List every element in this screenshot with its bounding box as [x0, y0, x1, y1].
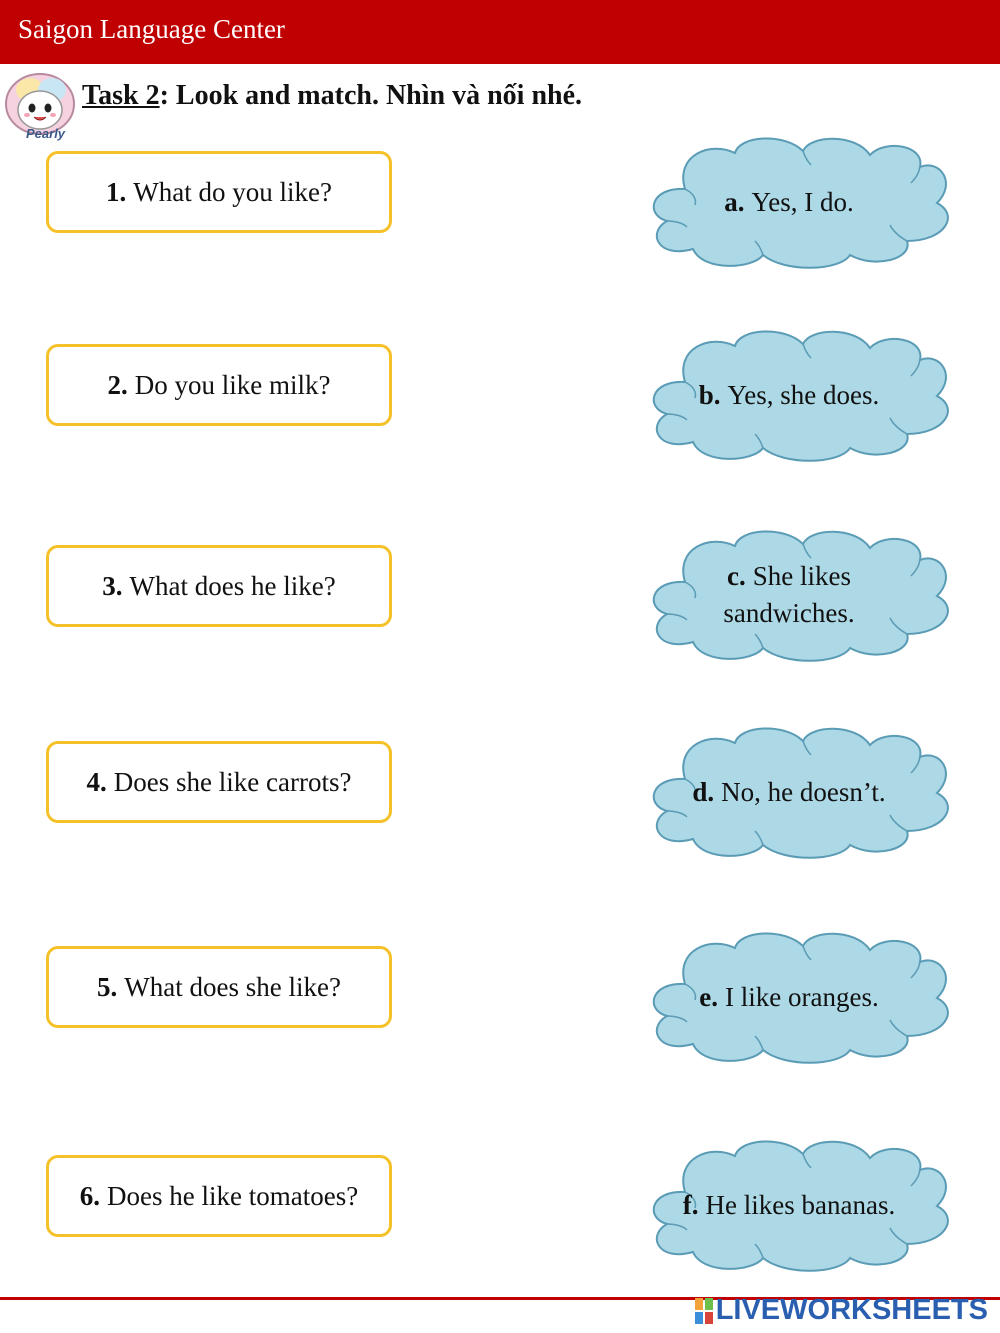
- mascot-label: Pearly: [26, 126, 66, 141]
- answer-cloud-f[interactable]: [645, 1140, 957, 1270]
- question-box-5[interactable]: [46, 946, 392, 1028]
- liveworksheets-logo: [695, 1294, 988, 1327]
- answer-letter: f.: [682, 1189, 699, 1220]
- question-text: Does she like carrots?: [113, 766, 352, 797]
- answer-cloud-d[interactable]: [645, 727, 957, 857]
- answer-cloud-e[interactable]: [645, 932, 957, 1062]
- question-text: What does she like?: [124, 971, 341, 1002]
- answer-text-block: [679, 137, 899, 267]
- question-number: 3.: [102, 570, 123, 601]
- question-text: Do you like milk?: [134, 369, 331, 400]
- answer-text-block: [679, 530, 899, 660]
- answer-letter: b.: [698, 379, 721, 410]
- question-text: Does he like tomatoes?: [107, 1180, 359, 1211]
- answer-letter: a.: [724, 186, 745, 217]
- question-number: 5.: [97, 971, 118, 1002]
- answer-letter: d.: [692, 776, 715, 807]
- task-text: : Look and match. Nhìn và nối nhé.: [159, 80, 583, 111]
- answer-text: Yes, I do.: [751, 186, 854, 217]
- answer-text: No, he doesn’t.: [721, 776, 886, 807]
- answer-text: Yes, she does.: [727, 379, 880, 410]
- answer-cloud-b[interactable]: [645, 330, 957, 460]
- question-text: What do you like?: [133, 176, 332, 207]
- answer-text-block: [679, 727, 899, 857]
- answer-text-block: [679, 1140, 899, 1270]
- task-label: Task 2: [82, 80, 160, 111]
- question-number: 4.: [86, 766, 107, 797]
- header-title: Saigon Language Center: [18, 14, 285, 44]
- liveworksheets-icon: [695, 1298, 713, 1324]
- question-number: 1.: [106, 176, 127, 207]
- question-number: 6.: [79, 1180, 101, 1211]
- answer-text-block: [679, 932, 899, 1062]
- answer-text: He likes bananas.: [705, 1189, 896, 1220]
- answer-letter: c.: [727, 561, 746, 591]
- question-box-1[interactable]: [46, 151, 392, 233]
- pearly-mascot-icon: [2, 70, 78, 144]
- question-box-4[interactable]: [46, 741, 392, 823]
- answer-text: She likes sandwiches.: [723, 561, 855, 628]
- answer-letter: e.: [699, 981, 719, 1012]
- answer-cloud-a[interactable]: [645, 137, 957, 267]
- question-box-2[interactable]: [46, 344, 392, 426]
- question-box-3[interactable]: [46, 545, 392, 627]
- question-number: 2.: [107, 369, 128, 400]
- task-instruction: [82, 80, 582, 112]
- answer-cloud-c[interactable]: [645, 530, 957, 660]
- answer-text: I like oranges.: [725, 981, 879, 1012]
- header-bar: [0, 0, 1000, 64]
- question-box-6[interactable]: [46, 1155, 392, 1237]
- brand-text: LIVEWORKSHEETS: [715, 1294, 988, 1326]
- question-text: What does he like?: [129, 570, 336, 601]
- answer-text-block: [679, 330, 899, 460]
